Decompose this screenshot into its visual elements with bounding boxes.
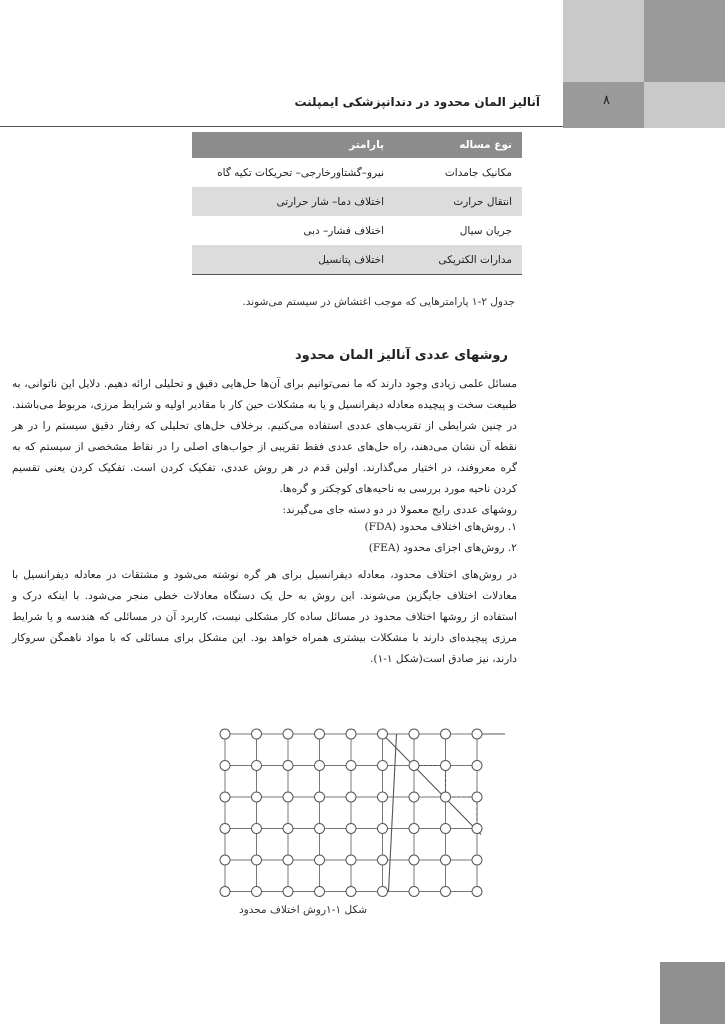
body-paragraph: روشهای عددی رایج معمولا در دو دسته جای می‌گیرند: [282,504,517,516]
grid-node [378,887,388,897]
table-row [192,245,522,275]
page-number: ۸ [603,93,610,108]
grid-node [472,761,482,771]
grid-node [220,855,230,865]
grid-node [409,855,419,865]
table-header-parameter: پارامتر [192,132,394,158]
table-row [192,216,522,245]
grid-node [220,792,230,802]
grid-node [315,824,325,834]
grid-node [472,792,482,802]
grid-node [220,887,230,897]
grid-node [441,887,451,897]
table-header-row [192,132,522,158]
grid-node [252,729,262,739]
grid-node [283,792,293,802]
grid-node [378,824,388,834]
finite-difference-grid-figure [205,718,505,898]
table-cell-problem: مکانیک جامدات [444,166,512,179]
table-row [192,187,522,216]
grid-node [441,729,451,739]
grid-node [315,761,325,771]
table-cell-parameter: اختلاف پتانسیل [192,245,394,275]
decor-block-top-light [563,0,644,82]
grid-node [220,824,230,834]
grid-node [252,855,262,865]
grid-node [346,761,356,771]
grid-node [346,792,356,802]
grid-node [252,792,262,802]
body-paragraph: مسائل علمی زیادی وجود دارند که ما نمی‌توانیم برای آن‌ها حل‌هایی دقیق و تحلیلی ارائه دهیم. دلایل این ناتوانی، به طبیعت سخت و پیچیده معادله دیفرانسیل و یا به مشکلات حین کار با مقادیر اولیه و شرایط مرزی، مربوط می‌باشند. در چنین شرایطی از تقریب‌های عددی استفاده می‌کنیم. برخلاف حل‌های تحلیلی که رفتار دقیق سیستم را در هر نقطه آن نشان می‌دهند، راه حل‌های عددی فقط تقریبی از جواب‌های اصلی را در نقاط مشخصی از سیستم که به گره معروفند، در اختیار می‌گذارند. اولین قدم در هر روش عددی، تفکیک کردن است. تفکیک کردن یعنی تقسیم کردن ناحیه مورد بررسی به ناحیه‌های کوچکتر و گره‌ها. [12,378,517,495]
grid-node [409,761,419,771]
decor-block-bottom [660,962,725,1024]
grid-node [472,729,482,739]
grid-node [409,887,419,897]
grid-node [378,761,388,771]
grid-node [283,729,293,739]
grid-node [378,792,388,802]
grid-node [378,729,388,739]
figure-caption: شکل ۱-۱روش اختلاف محدود [239,904,367,916]
decor-block-top-dark [644,0,725,82]
grid-node [346,887,356,897]
grid-node [472,887,482,897]
table-cell-problem: مدارات الکتریکی [394,245,522,275]
list-item: ۱. روش‌های اختلاف محدود (FDA) [364,521,517,533]
body-paragraph: در روش‌های اختلاف محدود، معادله دیفرانسیل برای هر گره نوشته می‌شود و مشتقات در معادله دیفرانسیل با معادلات اختلاف جایگزین می‌شوند. این روش به حل یک دستگاه معادلات خطی منجر می‌شود. با اینکه درک و استفاده از روشها اختلاف محدود در مسائل ساده کار مشکلی نیست، کاربرد آن در مسائلی که هندسه و یا شرایط مرزی پیچیده‌ای دارند با مشکلات بیشتری همراه خواهد بود. این مشکل برای مسائلی که با مواد ناهمگن سروکار دارند، نیز صادق است(شکل ۱-۱). [12,569,517,665]
grid-node [441,761,451,771]
grid-node [378,855,388,865]
table-cell-parameter: اختلاف فشار– دبی [303,224,384,237]
grid-node [283,824,293,834]
table-caption: جدول ۲-۱ پارامترهایی که موجب اغتشاش در سیستم می‌شوند. [242,296,515,308]
grid-node [283,887,293,897]
table-row [192,158,522,187]
running-header-title: آنالیز المان محدود در دندانپزشکی ایمپلنت [294,95,540,109]
list-item: ۲. روش‌های اجزای محدود (FEA) [368,542,517,554]
grid-node [346,729,356,739]
grid-node [315,792,325,802]
grid-node [441,792,451,802]
grid-node [252,761,262,771]
boundary-curve [389,734,397,892]
table-cell-problem: انتقال حرارت [394,187,522,216]
table-cell-parameter: نیرو–گشتاورخارجی– تحریکات تکیه گاه [217,166,384,179]
decor-block-mid-light [644,82,725,128]
section-heading: روشهای عددی آنالیز المان محدود [294,348,508,363]
grid-node [346,855,356,865]
grid-node [409,729,419,739]
grid-node [346,824,356,834]
grid-node [283,761,293,771]
grid-node [315,729,325,739]
grid-node [409,824,419,834]
table-cell-parameter: اختلاف دما– شار حرارتی [192,187,394,216]
table-cell-problem: جریان سیال [459,224,512,237]
grid-node [220,729,230,739]
grid-node [409,792,419,802]
grid-node [252,824,262,834]
grid-node [315,887,325,897]
grid-node [472,824,482,834]
grid-node [315,855,325,865]
grid-node [283,855,293,865]
grid-node [441,824,451,834]
table-header-problem-type: نوع مساله [394,132,522,158]
header-rule [0,126,563,127]
grid-node [472,855,482,865]
grid-node [441,855,451,865]
grid-node [252,887,262,897]
parameters-table [192,132,522,275]
grid-node [220,761,230,771]
boundary-diagonal [383,734,482,835]
